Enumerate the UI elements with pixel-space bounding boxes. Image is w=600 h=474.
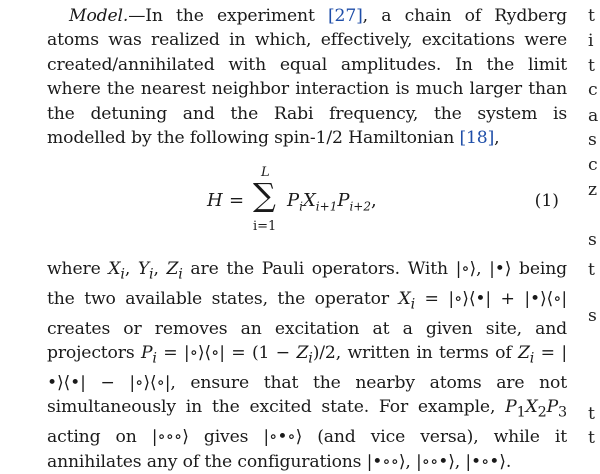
text-segment: , <box>153 259 167 279</box>
math-sub: 1 <box>516 404 526 421</box>
margin-letter: t <box>588 6 595 26</box>
math-symbol: Y <box>137 259 150 279</box>
math-symbol: Z <box>517 343 530 364</box>
margin-letter: a <box>588 106 599 126</box>
margin-letter: s <box>588 306 597 326</box>
margin-letter: t <box>588 404 595 424</box>
math-symbol: P <box>505 397 517 418</box>
margin-letter: i <box>588 31 594 51</box>
text-segment: where <box>47 259 109 279</box>
next-column-edge <box>585 0 600 469</box>
math-sub: i <box>120 266 125 283</box>
citation-link-27[interactable]: [27] <box>327 6 363 26</box>
eq-rhs <box>287 190 377 214</box>
margin-letter: c <box>588 80 598 100</box>
math-sub: i <box>152 350 157 367</box>
math-sub: i <box>149 266 154 283</box>
math-symbol: P <box>546 397 559 418</box>
paragraph-model <box>47 4 567 150</box>
text-segment: = |•⟩⟨•| − |∘⟩⟨∘|, ensure that the nearby atoms are not simultaneously in the excited state. For example, <box>47 343 567 418</box>
margin-letter: s <box>588 130 597 150</box>
margin-letter: s <box>588 230 597 250</box>
math-sub: i <box>410 296 416 313</box>
eq-tail: , <box>370 190 377 211</box>
math-symbol: Z <box>296 343 309 364</box>
math-sub: 2 <box>537 404 547 421</box>
math-symbol: Z <box>166 259 179 279</box>
math-symbol: P <box>140 343 153 364</box>
hamiltonian-equation <box>47 163 567 241</box>
text-segment: are the Pauli operators. With |∘⟩, |•⟩ being the two available states, the operator <box>47 259 567 309</box>
text-segment: = |∘⟩⟨∘| = (1 − <box>156 343 297 364</box>
math-symbol: X <box>108 259 121 279</box>
eq-sub: i+1 <box>315 199 338 214</box>
margin-letter: t <box>588 428 595 448</box>
eq-term: X <box>302 190 316 211</box>
em-dash: — <box>128 6 146 26</box>
math-sub: i <box>529 350 535 367</box>
math-sub: i <box>308 350 313 367</box>
text-segment: = |∘⟩⟨•| + |•⟩⟨∘| creates or removes an excitation at a given site, and projectors <box>47 288 567 364</box>
equation-number: (1) <box>534 191 559 211</box>
text-segment: In the experiment <box>145 6 328 26</box>
text-segment: , <box>494 128 500 149</box>
paragraph-pauli <box>47 257 567 474</box>
eq-term: P <box>287 190 300 211</box>
text-segment: )/2, written in terms of <box>312 343 518 364</box>
math-sub: i <box>178 266 183 283</box>
eq-lower-limit: i=1 <box>253 219 277 234</box>
math-sub: 3 <box>558 404 567 421</box>
eq-sub: i <box>299 199 303 214</box>
margin-letter: t <box>588 260 595 280</box>
eq-upper-limit: L <box>261 165 270 180</box>
margin-letter: t <box>588 56 595 76</box>
eq-sub: i+2 <box>349 199 371 214</box>
math-symbol: X <box>398 288 411 309</box>
eq-summation-symbol: ∑ <box>253 176 276 214</box>
margin-letter: c <box>588 155 598 175</box>
eq-term: P <box>337 190 350 211</box>
math-symbol: X <box>525 397 538 418</box>
citation-link-18[interactable]: [18] <box>459 128 495 149</box>
margin-letter: z <box>588 180 598 200</box>
eq-equals: = <box>229 190 245 211</box>
text-segment: , a chain of Rydberg atoms was realized in which, effectively, excitations were created/annihilated with equal amplitudes. In the limit where the nearest neighbor interaction is much larger than the detuning and the Rabi frequency, the system is modelled by the following spin-1/2 Hamiltonian <box>47 6 567 149</box>
text-segment: acting on |∘∘∘⟩ gives |∘•∘⟩ (and vice versa), while it annihilates any of the configurations |•∘∘⟩, |∘∘•⟩, |•∘•⟩. <box>47 427 567 472</box>
section-title: Model. <box>69 6 129 26</box>
equation-body <box>207 163 447 241</box>
eq-lhs: H <box>207 190 223 211</box>
text-segment: , <box>124 259 138 279</box>
